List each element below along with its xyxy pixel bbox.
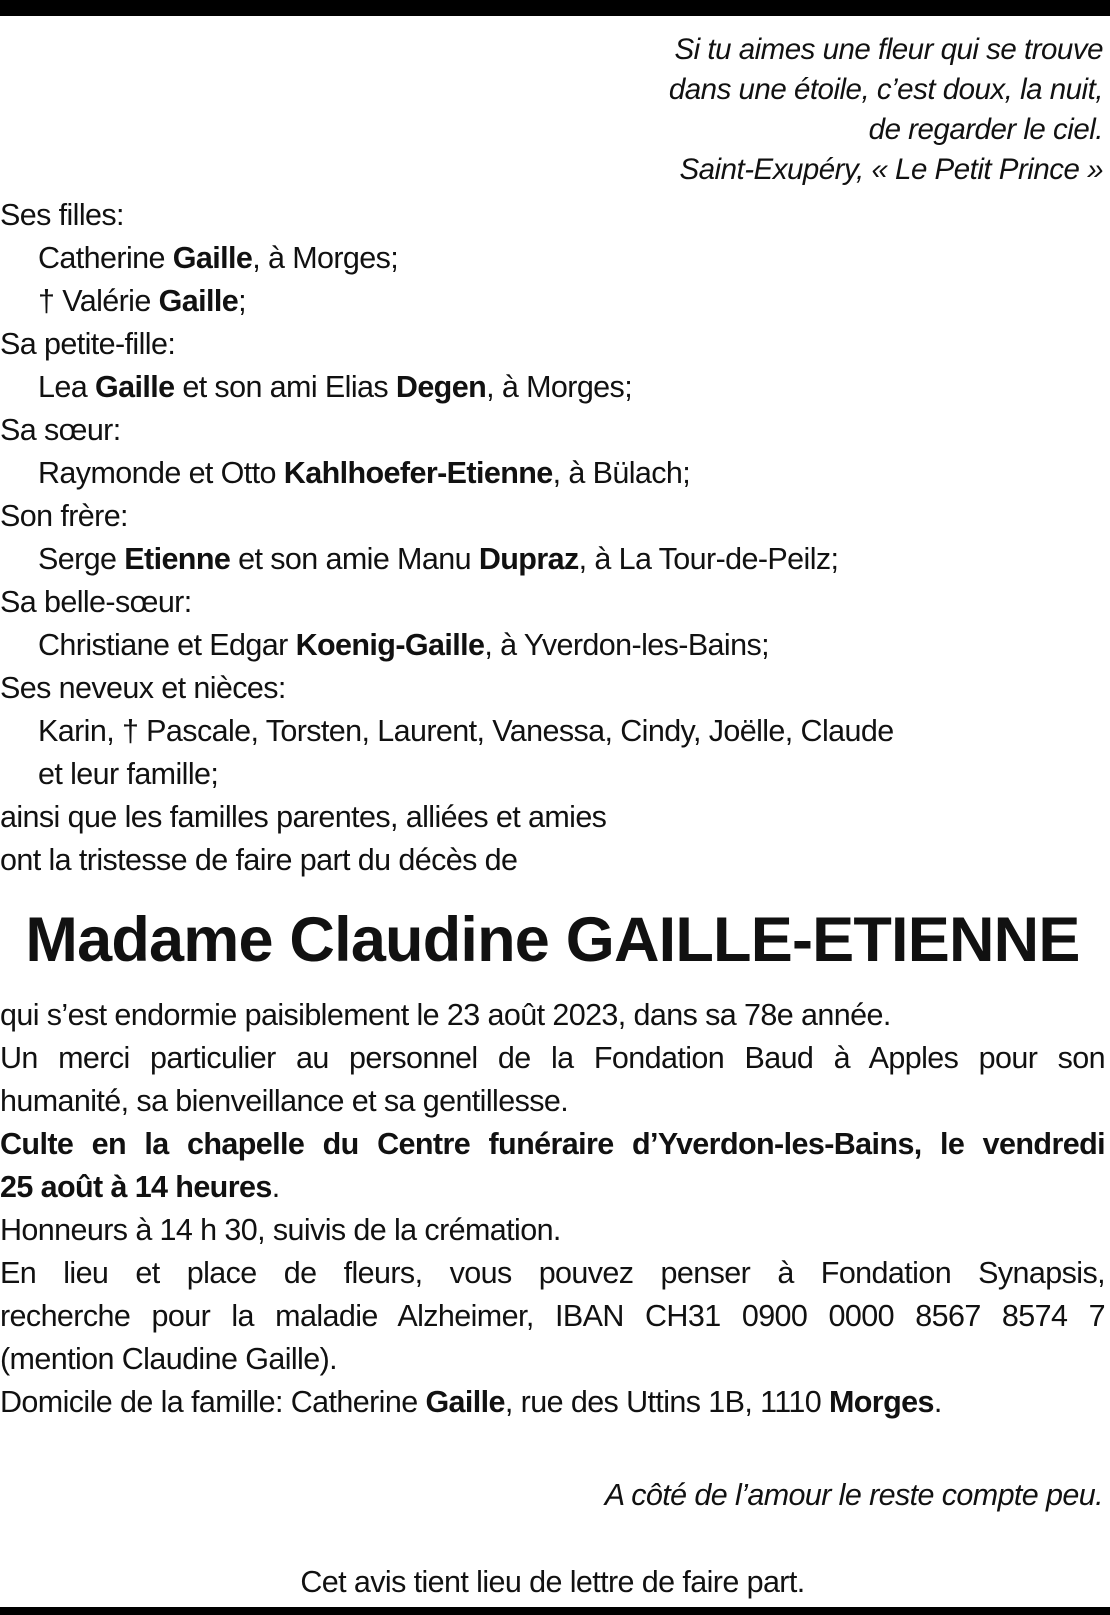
nephews-list: Karin, † Pascale, Torsten, Laurent, Vanessa, Cindy, Joëlle, Claude: [38, 714, 894, 748]
family-member: [0, 624, 1105, 667]
member-last-name: Etienne: [124, 542, 231, 576]
domicile-name: Gaille: [425, 1385, 505, 1419]
announcement-line: ont la tristesse de faire part du décès de: [0, 843, 518, 877]
member-first-name: Lea: [38, 370, 95, 404]
thanks-text-continued: humanité, sa bienveillance et sa gentillesse.: [0, 1084, 569, 1118]
service-details: [0, 994, 1105, 1424]
member-location: , à La Tour-de-Peilz;: [578, 542, 839, 576]
member-last-name: Gaille: [172, 241, 253, 275]
domicile-address: , rue des Uttins 1B, 1110: [504, 1385, 829, 1419]
member-last-name: Gaille: [158, 284, 239, 318]
closing-quote: A côté de l’amour le reste compte peu.: [604, 1478, 1103, 1512]
family-member: [0, 538, 1105, 581]
member-first-name: Raymonde et Otto: [38, 456, 284, 490]
member-first-name: Serge: [38, 542, 125, 576]
member-location: , à Bülach;: [552, 456, 691, 490]
honours-text: Honneurs à 14 h 30, suivis de la crémation.: [0, 1213, 561, 1247]
member-location: ;: [238, 284, 246, 318]
member-location: , à Morges;: [252, 241, 399, 275]
service-text: Culte en la chapelle du Centre funéraire d’Yverdon-les-Bains, le vendredi: [0, 1127, 1105, 1161]
top-border-rule: [0, 0, 1110, 16]
sister-heading: Sa sœur:: [0, 413, 121, 447]
member-last-name: Gaille: [94, 370, 175, 404]
member-last-name: Dupraz: [478, 542, 579, 576]
family-member: [0, 452, 1105, 495]
domicile-city: Morges: [828, 1385, 934, 1419]
member-first-name: Catherine: [38, 241, 173, 275]
nephews-list-continued: et leur famille;: [38, 757, 219, 791]
footer-note: Cet avis tient lieu de lettre de faire part.: [300, 1565, 805, 1599]
donation-text-iban: recherche pour la maladie Alzheimer, IBAN CH31 0900 0000 8567 8574 7: [0, 1299, 1105, 1333]
epigraph-line: de regarder le ciel.: [868, 113, 1103, 146]
granddaughter-heading: Sa petite-fille:: [0, 327, 176, 361]
family-member: [0, 280, 1105, 323]
member-first-name: † Valérie: [38, 284, 159, 318]
member-last-name: Degen: [395, 370, 487, 404]
obituary-notice: [0, 30, 1105, 1604]
bottom-border-rule: [0, 1607, 1110, 1615]
thanks-text: Un merci particulier au personnel de la Fondation Baud à Apples pour son: [0, 1041, 1105, 1075]
donation-text: En lieu et place de fleurs, vous pouvez penser à Fondation Synapsis,: [0, 1256, 1105, 1290]
domicile-punctuation: .: [933, 1385, 942, 1419]
service-date: [0, 1166, 1105, 1209]
sister-in-law-heading: Sa belle-sœur:: [0, 585, 192, 619]
family-list: [0, 194, 1105, 882]
family-member: [0, 237, 1105, 280]
epigraph-line: Si tu aimes une fleur qui se trouve: [674, 33, 1103, 66]
deceased-name: Madame Claudine GAILLE-ETIENNE: [25, 905, 1080, 975]
extended-family-line: ainsi que les familles parentes, alliées et amies: [0, 800, 607, 834]
donation-mention: (mention Claudine Gaille).: [0, 1342, 338, 1376]
member-partner: et son ami Elias: [174, 370, 396, 404]
member-partner: et son amie Manu: [230, 542, 479, 576]
epigraph-quote: [0, 30, 1103, 190]
passing-text: qui s’est endormie paisiblement le 23 août 2023, dans sa 78e année.: [0, 998, 891, 1032]
member-last-name: Koenig-Gaille: [295, 628, 485, 662]
service-time: 25 août à 14 heures: [0, 1170, 272, 1204]
member-location: , à Morges;: [486, 370, 633, 404]
family-member: [0, 366, 1105, 409]
member-last-name: Kahlhoefer-Etienne: [283, 456, 553, 490]
domicile-label: Domicile de la famille: Catherine: [0, 1385, 426, 1419]
family-domicile: [0, 1381, 1105, 1424]
member-first-name: Christiane et Edgar: [38, 628, 296, 662]
epigraph-attribution: Saint-Exupéry, « Le Petit Prince »: [679, 153, 1103, 186]
daughters-heading: Ses filles:: [0, 198, 124, 232]
brother-heading: Son frère:: [0, 499, 128, 533]
member-location: , à Yverdon-les-Bains;: [484, 628, 769, 662]
service-punctuation: .: [271, 1170, 280, 1204]
nephews-heading: Ses neveux et nièces:: [0, 671, 286, 705]
epigraph-line: dans une étoile, c’est doux, la nuit,: [668, 73, 1103, 106]
